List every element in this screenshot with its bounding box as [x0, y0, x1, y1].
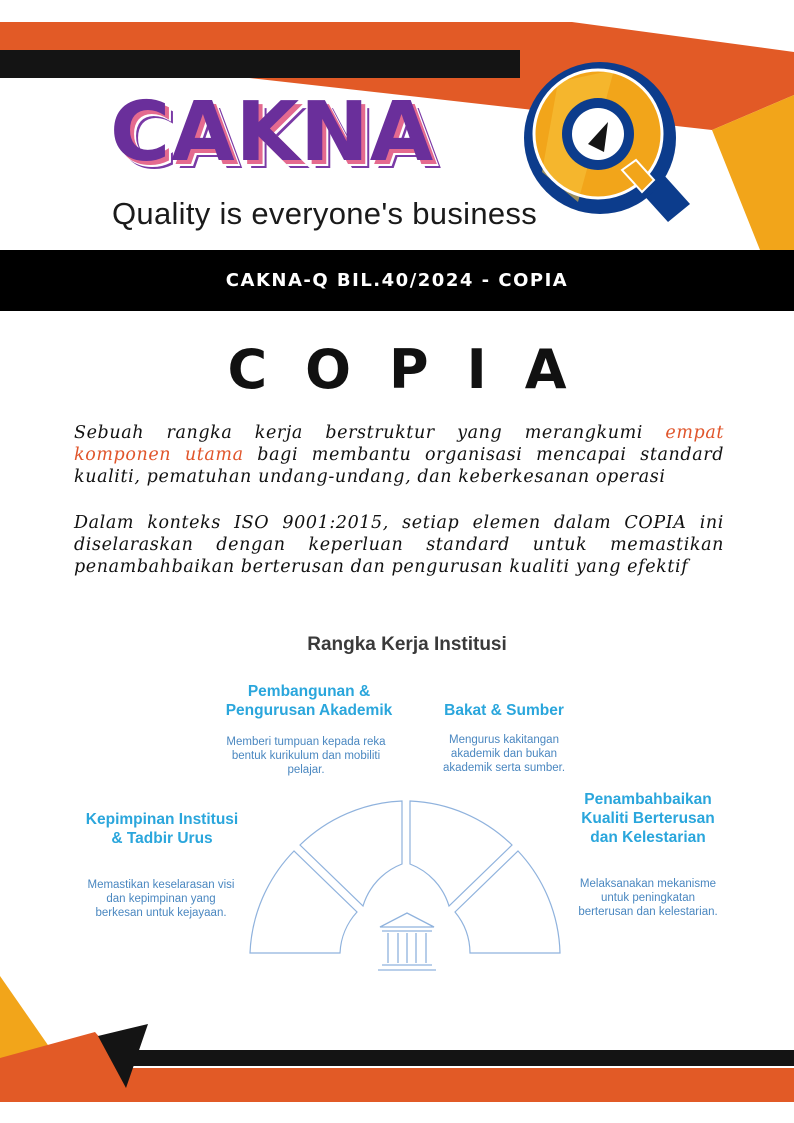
intro-p1-highlight: empat komponen utama [74, 423, 724, 465]
logo-q-badge [518, 52, 693, 232]
intro-paragraph-2: Dalam konteks ISO 9001:2015, setiap elemen dalam COPIA ini diselaraskan dengan keperluan standard untuk memastikan penambahbaikan berterusan dan pengurusan kualiti yang efektif [74, 513, 724, 577]
segment-left [250, 851, 357, 953]
pillar-3-description: Mengurus kakitangan akademik dan bukan akademik serta sumber. [442, 734, 566, 774]
issue-banner: CAKNA-Q BIL.40/2024 - COPIA [0, 250, 794, 311]
pillar-2-description: Memberi tumpuan kepada reka bentuk kurikulum dan mobiliti pelajar. [226, 736, 386, 776]
q-badge-shape [524, 62, 690, 222]
top-black-stripe [0, 50, 520, 78]
pillar-4-heading: Penambahbaikan Kualiti Berterusan dan Kelestarian [581, 791, 715, 846]
framework-title: Rangka Kerja Institusi [307, 634, 507, 655]
pillar-3-heading: Bakat & Sumber [444, 702, 564, 719]
pillar-1-description: Memastikan keselarasan visi dan kepimpinan yang berkesan untuk kejayaan. [87, 879, 235, 919]
intro-paragraph-1 [74, 422, 724, 488]
segment-upper-right [410, 801, 512, 906]
institution-building-icon [378, 913, 436, 970]
pillar-1-heading: Kepimpinan Institusi & Tadbir Urus [85, 811, 239, 847]
pillar-2-heading: Pembangunan & Pengurusan Akademik [225, 683, 393, 719]
pillar-4-description: Melaksanakan mekanisme untuk peningkatan berterusan dan kelestarian. [578, 878, 718, 918]
logo-wordmark: CAKNA [110, 85, 435, 180]
page-title: COPIA [227, 338, 605, 401]
bottom-black-stripe [130, 1050, 794, 1066]
tagline: Quality is everyone's business [112, 196, 538, 231]
segment-upper-left [300, 801, 402, 906]
framework-diagram [240, 795, 570, 975]
bottom-decoration [0, 970, 794, 1123]
intro-p1-before: Sebuah rangka kerja berstruktur yang merangkumi [74, 423, 666, 443]
intro-p1-after: bagi membantu organisasi mencapai standard kualiti, pematuhan undang-undang, dan keberkesanan operasi [74, 445, 724, 487]
segment-right [455, 851, 560, 953]
